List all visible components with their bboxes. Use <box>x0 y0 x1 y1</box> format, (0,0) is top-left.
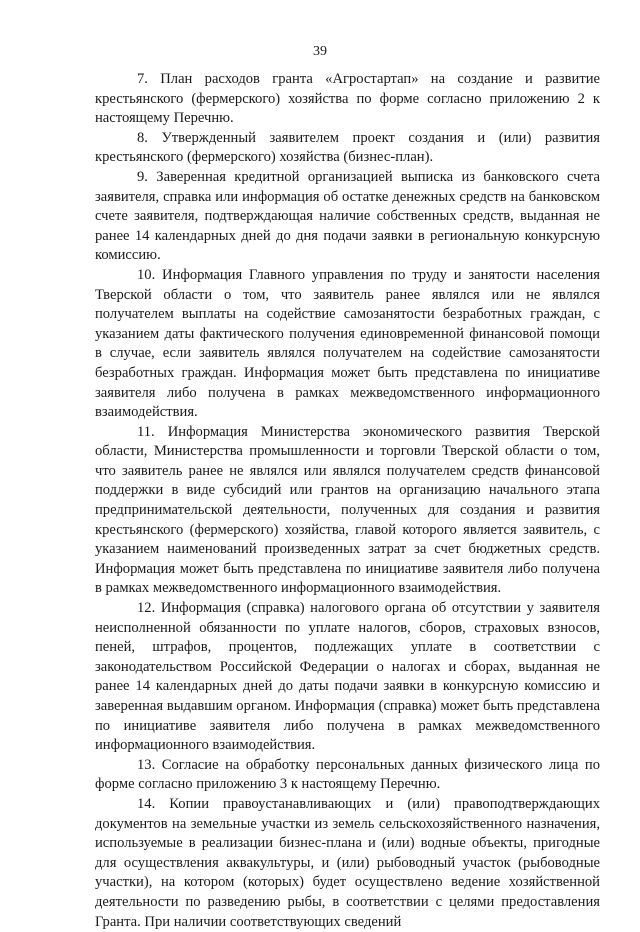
paragraph-8: 8. Утвержденный заявителем проект создания и (или) развития крестьянского (фермерского) хозяйства (бизнес-план). <box>95 129 600 166</box>
paragraph-12: 12. Информация (справка) налогового органа об отсутствии у заявителя неисполненной обязанности по уплате налогов, сборов, страховых взносов, пеней, штрафов, процентов, подлежащих уплате в соответствии с законодательством Российской Федерации о налогах и сборах, выданная не ранее 14 календарных дней до даты подачи заявки в конкурсную комиссию и заверенная выдавшим органом. Информация (справка) может быть представлена по инициативе заявителя либо получена в рамках межведомственного информационного взаимодействия. <box>95 600 600 754</box>
page-number: 39 <box>313 44 327 59</box>
paragraph-14: 14. Копии правоустанавливающих и (или) правоподтверждающих документов на земельные участки из земель сельскохозяйственного назначения, используемые в реализации бизнес-плана и (или) водные объекты, пригодные для осуществления аквакультуры, и (или) рыбоводный участок (рыбоводные участки), на котором (которых) будет осуществлено ведение хозяйственной деятельности по разведению рыбы, в соответствии с целями предоставления Гранта. При наличии соответствующих сведений <box>95 795 600 930</box>
paragraph-11: 11. Информация Министерства экономического развития Тверской области, Министерства промышленности и торговли Тверской области о том, что заявитель ранее не являлся или являлся получателем средств финансовой поддержки в виде субсидий или грантов на организацию начального этапа предпринимательской деятельности, полученных для создания и развития крестьянского (фермерского) хозяйства, главой которого является заявитель, с указанием наименований произведенных затрат за счет бюджетных средств. Информация может быть представлена по инициативе заявителя либо получена в рамках межведомственного информационного взаимодействия. <box>95 423 600 597</box>
paragraph-13: 13. Согласие на обработку персональных данных физического лица по форме согласно приложению 3 к настоящему Перечню. <box>95 756 600 793</box>
paragraph-7: 7. План расходов гранта «Агростартап» на создание и развитие крестьянского (фермерского) хозяйства по форме согласно приложению 2 к настоящему Перечню. <box>95 71 600 127</box>
paragraph-10: 10. Информация Главного управления по труду и занятости населения Тверской области о том, что заявитель ранее являлся или не являлся получателем выплаты на содействие самозанятости безработных граждан, с указанием даты фактического получения единовременной финансовой помощи в случае, если заявитель являлся получателем на содействие самозанятости безработных граждан. Информация может быть представлена по инициативе заявителя либо получена в рамках межведомственного информационного взаимодействия. <box>95 266 600 421</box>
document-body <box>95 70 600 932</box>
paragraph-9: 9. Заверенная кредитной организацией выписка из банковского счета заявителя, справка или информация об остатке денежных средств на банковском счете заявителя, подтверждающая наличие собственных средств, выданная не ранее 14 календарных дней до дня подачи заявки в региональную конкурсную комиссию. <box>95 168 600 264</box>
